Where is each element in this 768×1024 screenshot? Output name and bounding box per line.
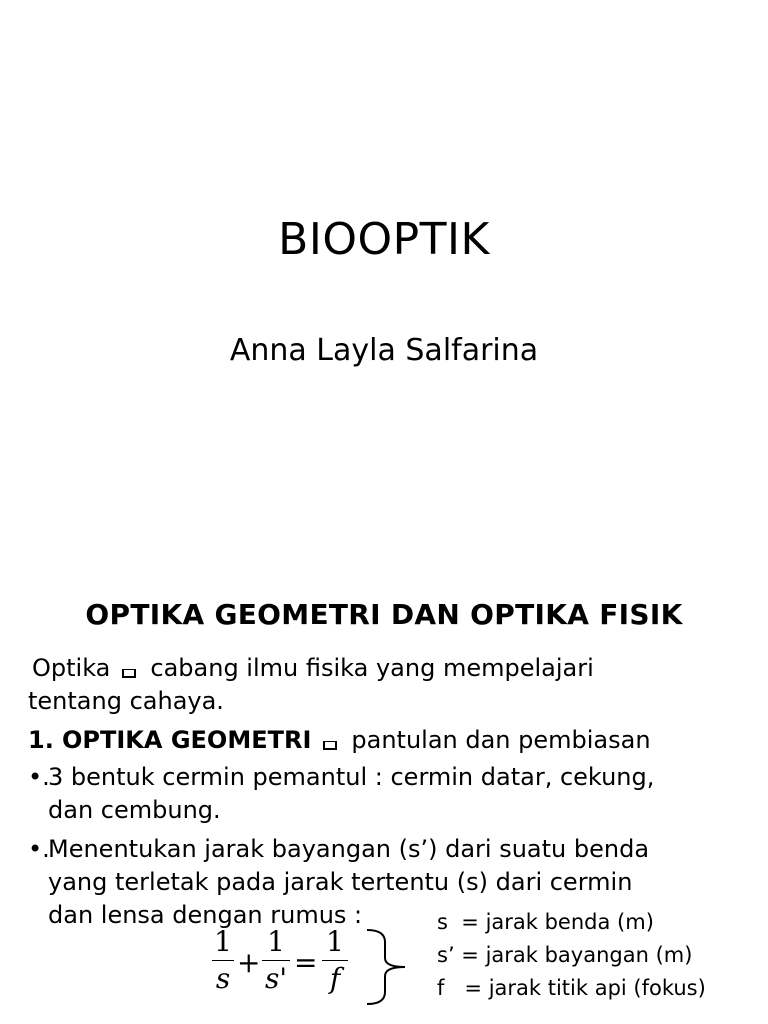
slide-body xyxy=(28,652,758,938)
definition-f: f = jarak titik api (fokus) xyxy=(437,976,706,1000)
definition-s: s = jarak benda (m) xyxy=(437,910,654,934)
item-rest: pantulan dan pembiasan xyxy=(351,726,651,754)
fraction-bar xyxy=(262,960,290,961)
slide-title: BIOOPTIK xyxy=(278,214,490,265)
item-heading: OPTIKA GEOMETRI xyxy=(62,726,312,754)
right-brace-icon xyxy=(365,928,411,1006)
bullet-text: dan cembung. xyxy=(48,796,221,824)
bullet-text: Menentukan jarak bayangan (s’) dari suatu benda xyxy=(48,835,650,863)
definition-s-prime: s’ = jarak bayangan (m) xyxy=(437,943,693,967)
variable-definitions xyxy=(437,906,706,1005)
equals-sign: = xyxy=(294,946,318,979)
missing-arrow-icon xyxy=(122,669,136,678)
fraction-bar xyxy=(322,960,348,961)
missing-arrow-icon xyxy=(323,741,337,750)
item-number: 1. xyxy=(28,726,54,754)
bullet-text: 3 bentuk cermin pemantul : cermin datar, cekung, xyxy=(48,763,655,791)
fraction-bar xyxy=(212,960,234,961)
author-name: Anna Layla Salfarina xyxy=(229,333,539,368)
bullet-item xyxy=(28,761,758,827)
denominator: s xyxy=(215,962,231,995)
fraction xyxy=(212,926,234,995)
bullet-marker: •. xyxy=(28,835,50,863)
content-slide xyxy=(0,576,768,1024)
numbered-item xyxy=(28,724,758,757)
slide-heading: OPTIKA GEOMETRI DAN OPTIKA FISIK xyxy=(85,598,683,631)
bullet-text: dan lensa dengan rumus : xyxy=(48,901,363,929)
fraction xyxy=(322,926,348,995)
intro-line2: tentang cahaya. xyxy=(28,687,224,715)
intro-paragraph xyxy=(28,652,758,718)
intro-rest: cabang ilmu fisika yang mempelajari xyxy=(150,654,594,682)
bullet-text: yang terletak pada jarak tertentu (s) dari cermin xyxy=(48,868,633,896)
numerator: 1 xyxy=(326,925,344,958)
fraction xyxy=(262,926,290,995)
bullet-marker: •. xyxy=(28,763,50,791)
plus-sign: + xyxy=(237,946,261,979)
numerator: 1 xyxy=(267,925,285,958)
intro-lead: Optika xyxy=(32,654,111,682)
numerator: 1 xyxy=(214,925,232,958)
denominator: f xyxy=(329,962,341,995)
denominator: s' xyxy=(264,962,288,995)
